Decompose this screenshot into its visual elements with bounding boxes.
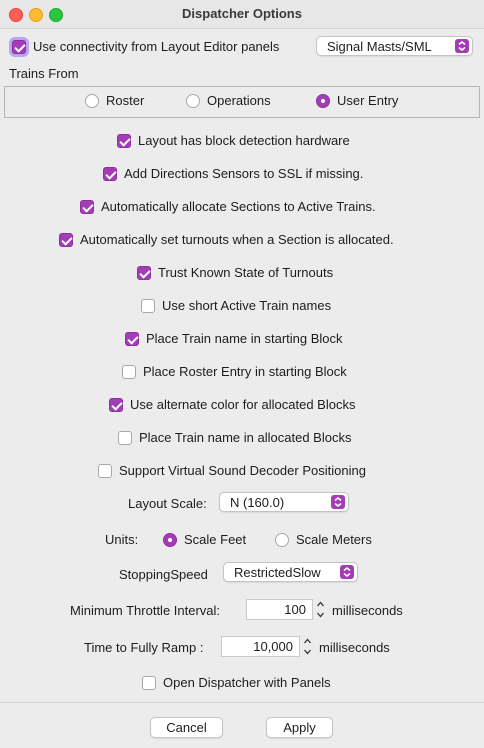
stepper-arrows-icon xyxy=(302,636,313,657)
user-entry-radio[interactable] xyxy=(316,94,330,108)
auto-allocate-checkbox[interactable] xyxy=(80,200,94,214)
layout-scale-value: N (160.0) xyxy=(230,494,285,510)
cancel-button[interactable]: Cancel xyxy=(150,717,223,738)
min-throttle-input[interactable]: 100 xyxy=(246,599,313,620)
option-roster-entry-start[interactable] xyxy=(122,364,347,379)
window-title: Dispatcher Options xyxy=(182,6,302,21)
option-alternate-color[interactable] xyxy=(109,397,355,412)
operations-label: Operations xyxy=(207,93,271,108)
trains-from-user-entry[interactable] xyxy=(316,93,398,108)
option-train-name-allocated[interactable] xyxy=(118,430,351,445)
trust-turnouts-checkbox[interactable] xyxy=(137,266,151,280)
roster-entry-start-label: Place Roster Entry in starting Block xyxy=(143,364,347,379)
option-virtual-sound[interactable] xyxy=(98,463,366,478)
trains-from-operations[interactable] xyxy=(186,93,271,108)
stepper-arrows-icon xyxy=(315,599,326,620)
units-scale-feet[interactable] xyxy=(163,532,246,547)
title-bar xyxy=(0,0,484,29)
scale-meters-label: Scale Meters xyxy=(296,532,372,547)
scale-feet-label: Scale Feet xyxy=(184,532,247,547)
stopping-speed-label: StoppingSpeed xyxy=(119,567,208,582)
option-short-names[interactable] xyxy=(141,298,331,313)
user-entry-label: User Entry xyxy=(337,93,399,108)
option-block-detection[interactable] xyxy=(117,133,350,148)
train-name-start-checkbox[interactable] xyxy=(125,332,139,346)
min-throttle-stepper[interactable] xyxy=(315,599,326,620)
virtual-sound-label: Support Virtual Sound Decoder Positioning xyxy=(119,463,366,478)
ramp-time-label: Time to Fully Ramp : xyxy=(84,640,204,655)
chevron-up-down-icon xyxy=(331,495,345,509)
direction-sensors-checkbox[interactable] xyxy=(103,167,117,181)
train-name-start-label: Place Train name in starting Block xyxy=(146,331,343,346)
alternate-color-label: Use alternate color for allocated Blocks xyxy=(130,397,356,412)
operations-radio[interactable] xyxy=(186,94,200,108)
roster-label: Roster xyxy=(106,93,145,108)
option-auto-turnouts[interactable] xyxy=(59,232,394,247)
train-name-allocated-checkbox[interactable] xyxy=(118,431,132,445)
units-scale-meters[interactable] xyxy=(275,532,372,547)
block-detection-checkbox[interactable] xyxy=(117,134,131,148)
auto-turnouts-label: Automatically set turnouts when a Section is allocated. xyxy=(80,232,394,247)
signal-type-value: Signal Masts/SML xyxy=(327,38,432,54)
option-direction-sensors[interactable] xyxy=(103,166,363,181)
connectivity-label: Use connectivity from Layout Editor panels xyxy=(33,39,280,54)
short-names-label: Use short Active Train names xyxy=(162,298,332,313)
layout-scale-select[interactable] xyxy=(219,492,349,512)
stopping-speed-value: RestrictedSlow xyxy=(234,564,321,580)
chevron-up-down-icon xyxy=(340,565,354,579)
apply-button[interactable]: Apply xyxy=(266,717,333,738)
block-detection-label: Layout has block detection hardware xyxy=(138,133,350,148)
signal-type-select[interactable] xyxy=(316,36,473,56)
trust-turnouts-label: Trust Known State of Turnouts xyxy=(158,265,334,280)
ramp-time-input[interactable]: 10,000 xyxy=(221,636,300,657)
option-train-name-start[interactable] xyxy=(125,331,343,346)
option-trust-turnouts[interactable] xyxy=(137,265,333,280)
trains-from-title: Trains From xyxy=(9,66,79,81)
virtual-sound-checkbox[interactable] xyxy=(98,464,112,478)
chevron-up-down-icon xyxy=(455,39,469,53)
auto-allocate-label: Automatically allocate Sections to Active Trains. xyxy=(101,199,376,214)
stopping-speed-select[interactable] xyxy=(223,562,358,582)
trains-from-roster[interactable] xyxy=(85,93,144,108)
units-label: Units: xyxy=(105,532,139,547)
connectivity-checkbox[interactable] xyxy=(12,40,26,54)
layout-scale-label: Layout Scale: xyxy=(128,496,207,511)
option-auto-allocate[interactable] xyxy=(80,199,376,214)
train-name-allocated-label: Place Train name in allocated Blocks xyxy=(139,430,352,445)
ramp-time-unit: milliseconds xyxy=(319,640,390,655)
min-throttle-label: Minimum Throttle Interval: xyxy=(70,603,221,618)
scale-feet-radio[interactable] xyxy=(163,533,177,547)
direction-sensors-label: Add Directions Sensors to SSL if missing. xyxy=(124,166,364,181)
footer-divider xyxy=(0,702,484,703)
auto-turnouts-checkbox[interactable] xyxy=(59,233,73,247)
roster-radio[interactable] xyxy=(85,94,99,108)
open-with-panels-label: Open Dispatcher with Panels xyxy=(163,675,331,690)
ramp-time-stepper[interactable] xyxy=(302,636,313,657)
connectivity-checkbox-row[interactable] xyxy=(12,39,279,54)
option-open-with-panels[interactable] xyxy=(142,675,331,690)
alternate-color-checkbox[interactable] xyxy=(109,398,123,412)
open-with-panels-checkbox[interactable] xyxy=(142,676,156,690)
short-names-checkbox[interactable] xyxy=(141,299,155,313)
scale-meters-radio[interactable] xyxy=(275,533,289,547)
roster-entry-start-checkbox[interactable] xyxy=(122,365,136,379)
min-throttle-unit: milliseconds xyxy=(332,603,403,618)
